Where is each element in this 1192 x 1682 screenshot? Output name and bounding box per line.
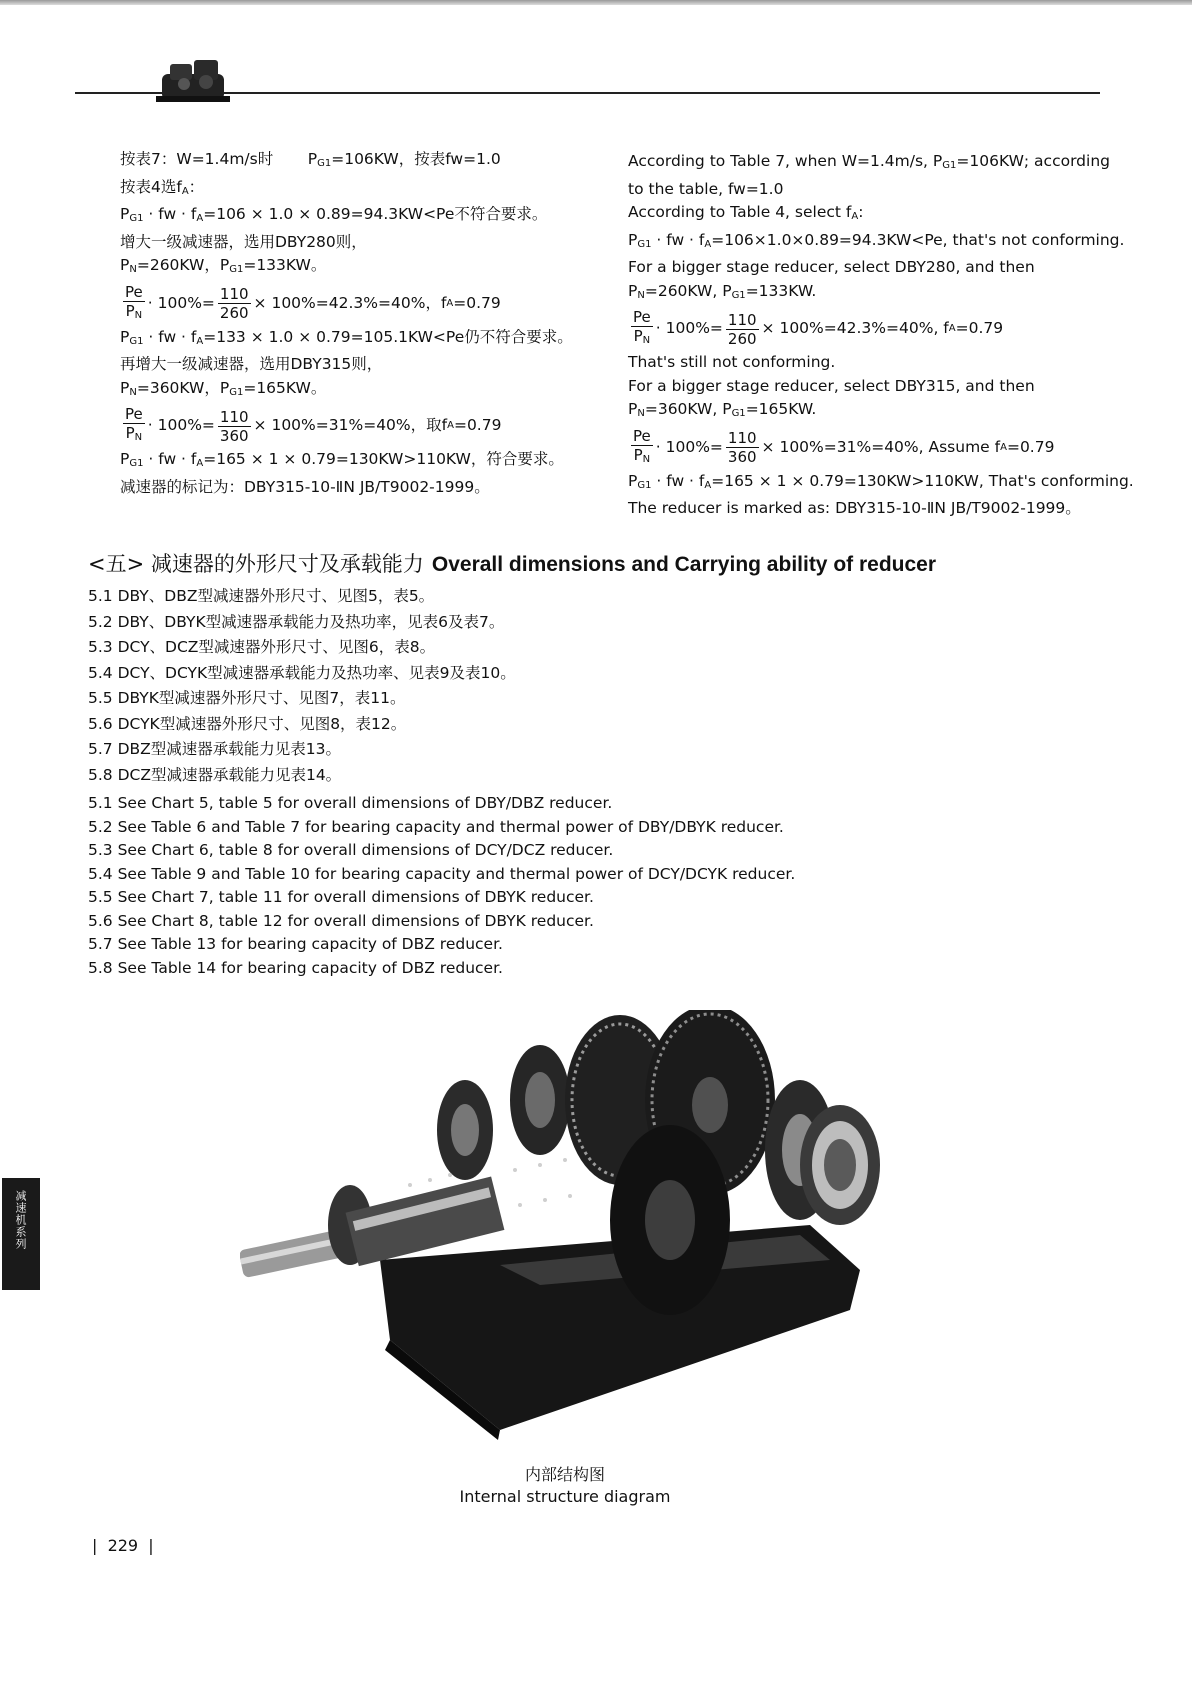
text: A — [704, 479, 712, 491]
text: P — [120, 450, 130, 468]
text: G1 — [229, 386, 244, 398]
denominator — [124, 302, 145, 325]
section-heading — [88, 548, 936, 578]
fraction — [123, 283, 145, 325]
list-item: 5.5 See Chart 7, table 11 for overall dimensions of DBYK reducer. — [88, 888, 594, 906]
text: 按表7：W=1.4m/s时 — [120, 150, 274, 168]
reference-list-en — [88, 792, 795, 980]
fraction — [631, 427, 653, 469]
list-item: 5.6 DCYK型减速器外形尺寸、见图8，表12。 — [88, 714, 407, 733]
text: According to Table 7, when W=1.4m/s, P — [628, 152, 943, 170]
text: · fw · f — [143, 450, 197, 468]
calc-line: The reducer is marked as: DBY315-10-ⅡN JB/T9002-1999。 — [628, 499, 1081, 517]
list-item: 5.3 See Chart 6, table 8 for overall dimensions of DCY/DCZ reducer. — [88, 841, 614, 859]
text: P — [628, 230, 638, 249]
text: P — [120, 327, 130, 346]
list-item: 5.2 DBY、DBYK型减速器承载能力及热功率，见表6及表7。 — [88, 612, 505, 631]
list-item: 5.8 DCZ型减速器承载能力见表14。 — [88, 765, 342, 784]
text: =133 × 1.0 × 0.79=105.1KW<Pe仍不符合要求。 — [203, 327, 573, 346]
text: =133KW. — [745, 281, 817, 300]
text: · 100%= — [655, 437, 723, 456]
text: × 100%=31%=40%, Assume f — [761, 437, 1001, 456]
text: × 100%=42.3%=40%, f — [761, 319, 949, 338]
text: · 100%= — [655, 319, 723, 338]
list-item: 5.1 DBY、DBZ型减速器外形尺寸、见图5，表5。 — [88, 587, 435, 605]
text: =133KW。 — [243, 256, 327, 274]
text: G1 — [731, 289, 746, 301]
text: N — [642, 453, 651, 465]
text: N — [134, 309, 143, 321]
text: : — [858, 203, 864, 221]
calc-line: 再增大一级减速器，选用DBY315则， — [120, 355, 383, 373]
text: G1 — [129, 213, 144, 224]
text: A — [181, 185, 189, 197]
numerator: 110 — [727, 429, 757, 447]
calc-column-en — [628, 150, 1134, 521]
calc-line: For a bigger stage reducer, select DBY280, and then — [628, 258, 1035, 276]
text: G1 — [637, 479, 652, 491]
text: P — [120, 378, 130, 397]
text: P — [125, 301, 135, 320]
denominator: 360 — [219, 426, 249, 445]
list-item: 5.5 DBYK型减速器外形尺寸、见图7，表11。 — [88, 689, 406, 707]
numerator: Pe — [125, 282, 143, 301]
fraction-line — [628, 307, 1118, 351]
text: G1 — [317, 158, 332, 169]
calc-line — [120, 176, 620, 204]
calc-line: 增大一级减速器，选用DBY280则， — [120, 232, 367, 251]
calc-line: For a bigger stage reducer, select DBY315, and then — [628, 376, 1035, 395]
text: · fw · f — [651, 471, 705, 490]
text: =360KW, P — [644, 400, 732, 418]
list-item: 5.6 See Chart 8, table 12 for overall dimensions of DBYK reducer. — [88, 911, 594, 930]
text: N — [129, 386, 137, 398]
text: =106×1.0×0.89=94.3KW<Pe, that's not conforming. — [711, 230, 1125, 249]
text: G1 — [942, 160, 957, 171]
denominator — [632, 327, 653, 350]
text: =165 × 1 × 0.79=130KW>110KW, That's conforming. — [711, 471, 1134, 490]
text: A — [196, 213, 204, 224]
list-item: 5.4 See Table 9 and Table 10 for bearing capacity and thermal power of DCY/DCYK reducer. — [88, 864, 796, 883]
calc-line: That's still not conforming. — [628, 353, 836, 371]
fraction-line — [120, 404, 620, 448]
text: =165KW. — [745, 400, 817, 418]
text: · fw · f — [651, 230, 705, 249]
text: P — [120, 256, 130, 274]
side-tab — [2, 1178, 40, 1290]
section-title-en: Overall dimensions and Carrying ability of reducer — [431, 553, 937, 576]
denominator — [632, 446, 653, 469]
text: A — [704, 238, 712, 250]
calc-line — [628, 150, 1118, 178]
gearbox-logo-icon — [156, 52, 230, 108]
text: =106KW，按表fw=1.0 — [331, 150, 501, 168]
text: A — [196, 458, 204, 469]
calc-line — [628, 201, 1118, 229]
calc-line: to the table, fw=1.0 — [628, 179, 784, 198]
calc-column-cn — [120, 148, 620, 499]
text: =0.79 — [453, 416, 502, 435]
list-item: 5.2 See Table 6 and Table 7 for bearing capacity and thermal power of DBY/DBYK reducer. — [88, 817, 784, 836]
list-item: 5.8 See Table 14 for bearing capacity of DBZ reducer. — [88, 958, 503, 977]
gearbox-internal-photo — [240, 1010, 930, 1440]
calc-line — [120, 448, 620, 476]
text: × 100%=42.3%=40%，f — [253, 293, 447, 312]
text: A — [447, 420, 454, 432]
fraction-line — [120, 282, 620, 326]
numerator: 110 — [219, 285, 249, 303]
fraction — [218, 408, 251, 445]
text: =0.79 — [1006, 437, 1055, 456]
reference-list-cn — [88, 584, 516, 788]
fraction-line — [628, 426, 1118, 470]
numerator: Pe — [633, 308, 651, 326]
side-tab-label: 减速机系列 — [14, 1190, 27, 1250]
text: =106KW; according — [956, 152, 1110, 170]
text: =260KW, P — [644, 281, 732, 300]
text: A — [948, 323, 956, 335]
text: According to Table 4, select f — [628, 203, 852, 221]
section-title-cn: <五> 减速器的外形尺寸及承载能力 — [88, 552, 424, 576]
fraction — [631, 308, 653, 350]
text: =360KW，P — [136, 378, 230, 397]
calc-line — [120, 326, 620, 354]
text: G1 — [731, 408, 746, 419]
text: G1 — [129, 458, 144, 469]
figure-caption-cn: 内部结构图 — [524, 1465, 605, 1484]
denominator: 260 — [219, 304, 249, 322]
calc-line — [120, 148, 620, 176]
text: P — [628, 400, 638, 418]
fraction — [218, 285, 251, 322]
calc-line — [120, 203, 620, 231]
top-scan-edge — [0, 0, 1192, 5]
calc-line — [628, 398, 1118, 426]
text: =260KW，P — [136, 256, 230, 274]
numerator: Pe — [633, 426, 651, 445]
calc-line — [628, 229, 1125, 257]
calc-line: 减速器的标记为：DBY315-10-ⅡN JB/T9002-1999。 — [120, 477, 490, 496]
list-item: 5.7 DBZ型减速器承载能力见表13。 — [88, 740, 341, 758]
page-number: | 229 | — [92, 1536, 154, 1555]
text: =165KW。 — [243, 378, 327, 397]
denominator — [124, 424, 145, 447]
text: P — [125, 424, 135, 442]
fraction — [726, 311, 759, 348]
denominator: 260 — [727, 329, 757, 348]
list-item: 5.4 DCY、DCYK型减速器承载能力及热功率、见表9及表10。 — [88, 663, 516, 682]
fraction — [726, 429, 759, 466]
text: · 100%= — [147, 293, 215, 312]
text: P — [633, 445, 643, 464]
text: =0.79 — [955, 319, 1004, 338]
text: P — [628, 471, 638, 490]
text: N — [637, 408, 645, 419]
text: P — [633, 327, 643, 345]
denominator: 360 — [727, 448, 757, 466]
text: =0.79 — [453, 293, 501, 312]
text: A — [446, 297, 454, 309]
text: × 100%=31%=40%，取f — [253, 416, 448, 435]
text: =106 × 1.0 × 0.89=94.3KW<Pe不符合要求。 — [203, 205, 548, 223]
numerator: Pe — [125, 405, 143, 423]
text: N — [637, 289, 645, 301]
calc-line — [628, 470, 1134, 498]
text: P — [120, 205, 130, 223]
list-item: 5.3 DCY、DCZ型减速器外形尺寸、见图6，表8。 — [88, 638, 436, 656]
calc-line — [120, 254, 620, 282]
calc-line — [120, 377, 620, 405]
text: · fw · f — [143, 205, 197, 223]
text: A — [1000, 441, 1007, 453]
list-item: 5.7 See Table 13 for bearing capacity of DBZ reducer. — [88, 935, 503, 953]
text: 按表4选f — [120, 177, 182, 196]
page-number-value: 229 — [107, 1536, 139, 1555]
text: · 100%= — [147, 416, 215, 435]
text: A — [851, 211, 859, 222]
text: G1 — [637, 238, 652, 250]
figure-caption-en: Internal structure diagram — [459, 1487, 671, 1506]
list-item: 5.1 See Chart 5, table 5 for overall dimensions of DBY/DBZ reducer. — [88, 794, 613, 812]
text: P — [628, 281, 638, 300]
text: P — [307, 150, 318, 168]
text: N — [129, 264, 137, 275]
text: =165 × 1 × 0.79=130KW>110KW，符合要求。 — [203, 450, 564, 468]
numerator: 110 — [219, 407, 249, 426]
numerator: 110 — [727, 310, 757, 329]
text: G1 — [229, 264, 244, 275]
text: · fw · f — [143, 327, 197, 346]
text: N — [642, 335, 651, 346]
calc-line — [628, 280, 1118, 308]
fraction — [123, 405, 145, 447]
text: A — [196, 335, 204, 347]
text: ： — [188, 177, 205, 196]
text: N — [134, 432, 143, 443]
text: G1 — [129, 335, 144, 347]
